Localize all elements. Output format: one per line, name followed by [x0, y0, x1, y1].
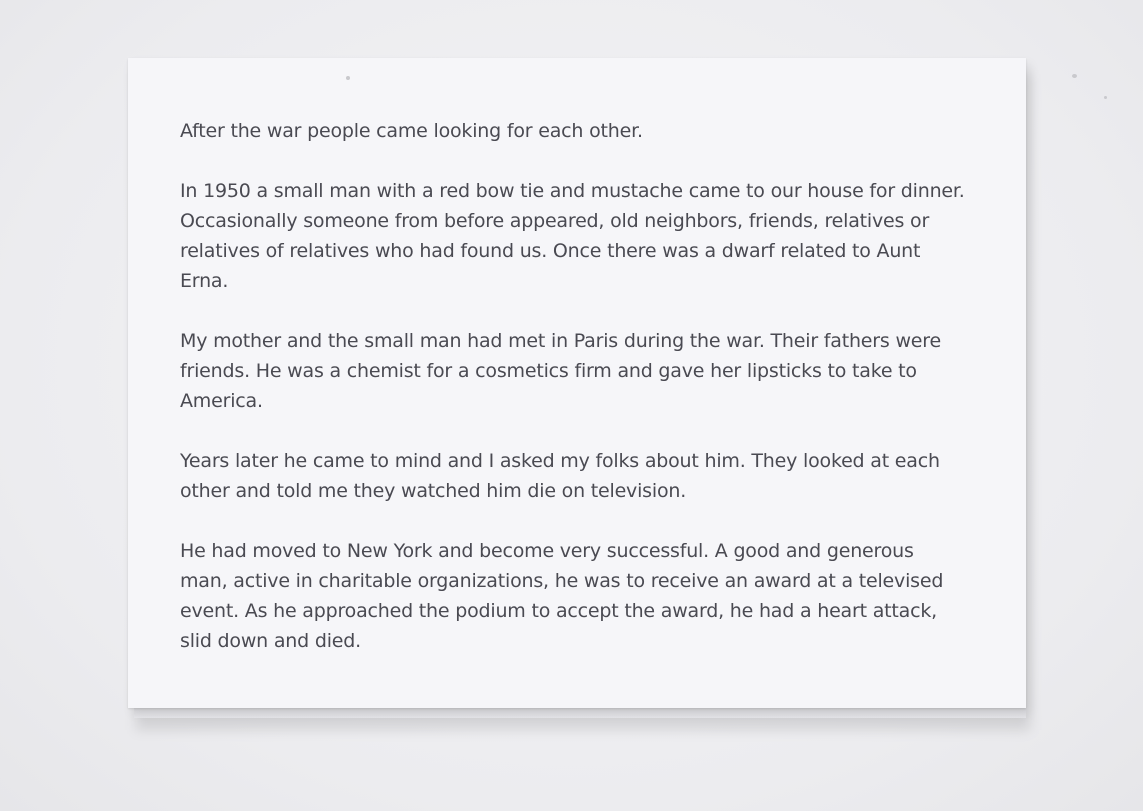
paragraph-1: After the war people came looking for each other.: [180, 120, 643, 142]
paragraph-2: In 1950 a small man with a red bow tie and mustache came to our house for dinner. Occasionally someone from before appeared, old neighbors, friends, relatives or relatives of relatives who had found us. Once there was a dwarf related to Aunt Erna.: [180, 180, 965, 292]
wall-speck: [1072, 74, 1077, 78]
paragraph-3: My mother and the small man had met in Paris during the war. Their fathers were friends. He was a chemist for a cosmetics firm and gave her lipsticks to take to America.: [180, 330, 941, 412]
card-speck: [346, 76, 350, 80]
paragraph-4: Years later he came to mind and I asked my folks about him. They looked at each other and told me they watched him die on television.: [180, 450, 940, 502]
wall-speck: [1104, 96, 1107, 99]
card-bottom-edge: [134, 708, 1026, 718]
paragraph-5: He had moved to New York and become very successful. A good and generous man, active in charitable organizations, he was to receive an award at a televised event. As he approached the podium to accept the award, he had a heart attack, slid down and died.: [180, 540, 944, 652]
card-text: [180, 116, 990, 686]
